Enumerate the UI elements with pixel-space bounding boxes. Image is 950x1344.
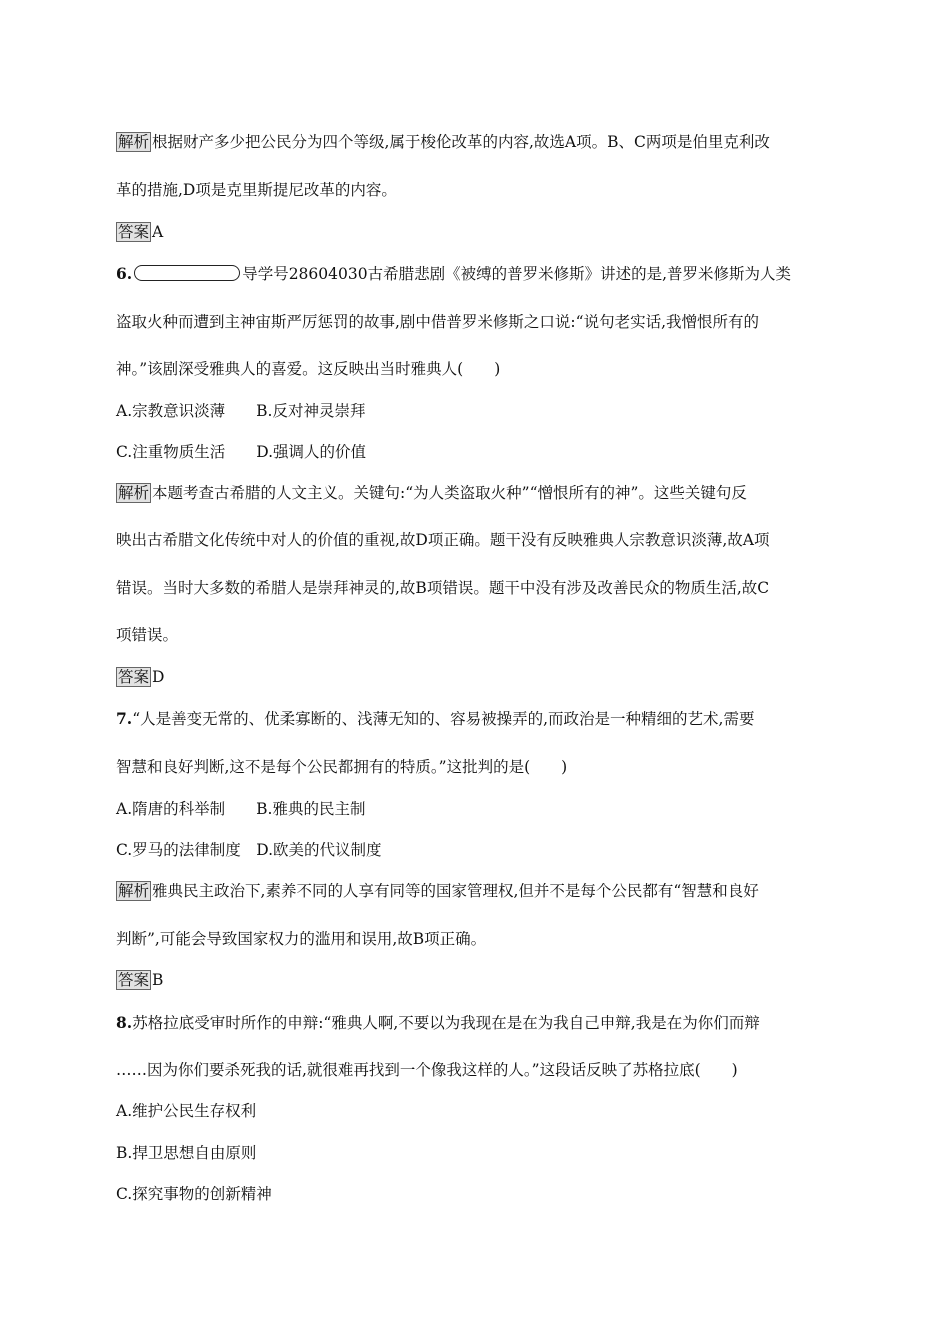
q8-stem-line-2: ……因为你们要杀死我的话,就很难再找到一个像我这样的人。”这段话反映了苏格拉底( ) [116,1061,738,1079]
q7-answer-value: B [152,971,164,989]
q6-options-line-2: C.注重物质生活 D.强调人的价值 [116,443,367,461]
q7-analysis-text-1: 雅典民主政治下,素养不同的人享有同等的国家管理权,但并不是每个公民都有“智慧和良好 [152,882,759,900]
q7-number: 7. [116,709,133,728]
q6-stem-line-1 [116,264,791,284]
rounded-tag-icon [134,265,240,281]
q6-stem-text-1: 导学号28604030古希腊悲剧《被缚的普罗米修斯》讲述的是,普罗米修斯为人类 [242,265,792,283]
q7-stem-line-2: 智慧和良好判断,这不是每个公民都拥有的特质。”这批判的是( ) [116,758,568,776]
q8-option-a: A.维护公民生存权利 [116,1102,257,1120]
q7-options-line-1: A.隋唐的科举制 B.雅典的民主制 [116,800,366,818]
q5-answer-line [116,222,163,242]
q6-analysis-line-1 [116,483,747,503]
q7-analysis-line-2: 判断”,可能会导致国家权力的滥用和误用,故B项正确。 [116,930,487,948]
q7-stem-text-1: “人是善变无常的、优柔寡断的、浅薄无知的、容易被操弄的,而政治是一种精细的艺术,需要 [132,710,755,728]
analysis-label: 解析 [118,484,150,502]
q6-analysis-line-4: 项错误。 [116,626,179,644]
q5-analysis-line-2: 革的措施,D项是克里斯提尼改革的内容。 [116,181,397,199]
q8-stem-line-1 [116,1013,760,1033]
q6-answer-value: D [152,668,165,686]
q6-analysis-line-2: 映出古希腊文化传统中对人的价值的重视,故D项正确。题干没有反映雅典人宗教意识淡薄,故A项 [116,531,770,549]
answer-label: 答案 [118,971,150,989]
q6-answer-line [116,667,164,687]
q6-analysis-text-1: 本题考查古希腊的人文主义。关键句:“为人类盗取火种”“憎恨所有的神”。这些关键句反 [152,484,747,502]
q7-stem-line-1 [116,709,754,729]
q7-options-line-2: C.罗马的法律制度 D.欧美的代议制度 [116,841,382,859]
analysis-label: 解析 [118,882,150,900]
answer-label: 答案 [118,668,150,686]
q6-number: 6. [116,264,133,283]
q5-analysis-line-1 [116,132,770,152]
q7-analysis-line-1 [116,881,759,901]
q6-options-line-1: A.宗教意识淡薄 B.反对神灵崇拜 [116,402,366,420]
q8-stem-text-1: 苏格拉底受审时所作的申辩:“雅典人啊,不要以为我现在是在为我自己申辩,我是在为你们而辩 [132,1014,760,1032]
q8-number: 8. [116,1013,133,1032]
q8-option-b: B.捍卫思想自由原则 [116,1144,257,1162]
q6-stem-line-3: 神。”该剧深受雅典人的喜爱。这反映出当时雅典人( ) [116,360,501,378]
q6-stem-line-2: 盗取火种而遭到主神宙斯严厉惩罚的故事,剧中借普罗米修斯之口说:“说句老实话,我憎恨所有的 [116,313,760,331]
q5-analysis-text-1: 根据财产多少把公民分为四个等级,属于梭伦改革的内容,故选A项。B、C两项是伯里克利改 [152,133,770,151]
answer-label: 答案 [118,223,150,241]
q8-option-c: C.探究事物的创新精神 [116,1185,272,1203]
q7-answer-line [116,970,163,990]
q5-answer-value: A [152,223,164,241]
analysis-label: 解析 [118,133,150,151]
q6-analysis-line-3: 错误。当时大多数的希腊人是崇拜神灵的,故B项错误。题干中没有涉及改善民众的物质生活,故C [116,579,770,597]
